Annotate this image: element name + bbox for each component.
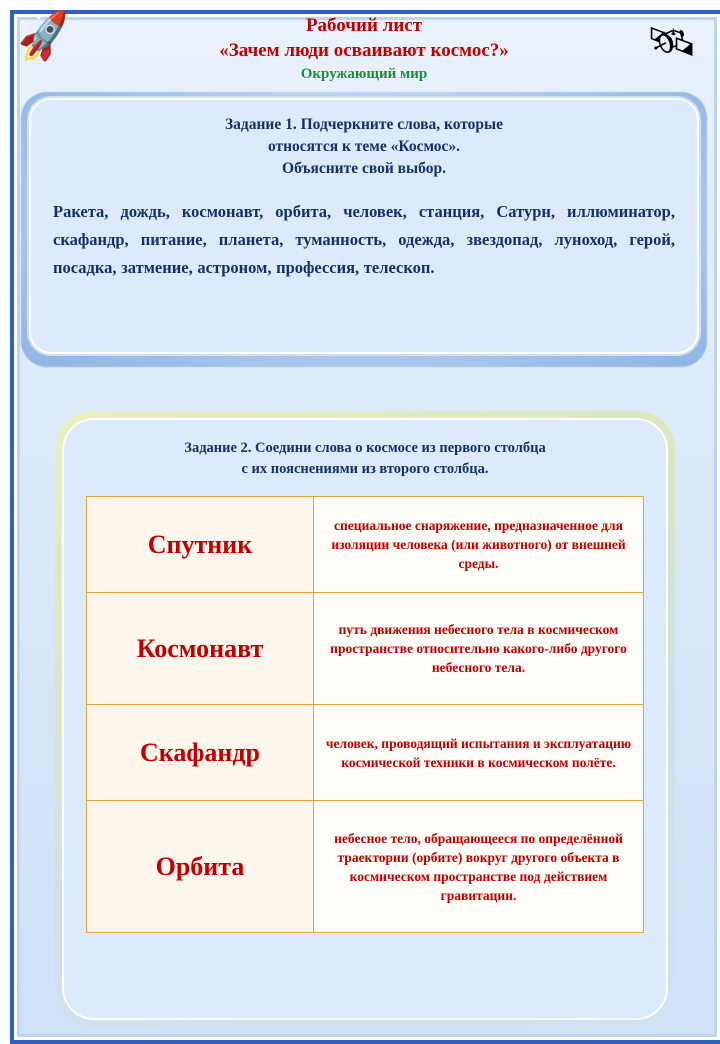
- task-1-title-line-3: Объясните свой выбор.: [282, 160, 446, 177]
- rocket-icon: 🚀: [13, 9, 75, 66]
- table-cell-definition[interactable]: человек, проводящий испытания и эксплуатацию космической техники в космическом полёте.: [314, 705, 644, 801]
- title-line-1: Рабочий лист: [305, 15, 423, 36]
- task-2-title-line-2: с их пояснениями из второго столбца.: [241, 461, 489, 477]
- table-cell-definition[interactable]: путь движения небесного тела в космическом пространстве относительно какого-либо другого небесного тела.: [314, 593, 644, 705]
- matching-table: [86, 496, 644, 933]
- table-cell-term[interactable]: Скафандр: [87, 705, 314, 801]
- task-1-card: [29, 98, 699, 354]
- task-1-title: [53, 114, 675, 180]
- task-2-card: [62, 418, 668, 1020]
- table-cell-term[interactable]: Орбита: [87, 801, 314, 933]
- task-2-section: [55, 411, 675, 1027]
- subject-label: Окружающий мир: [300, 66, 428, 82]
- task-2-title: [80, 438, 650, 480]
- table-row[interactable]: [87, 497, 644, 593]
- satellite-icon: 🛰: [646, 19, 697, 64]
- task-2-title-line-1: Задание 2. Соедини слова о космосе из первого столбца: [184, 440, 546, 456]
- table-row[interactable]: [87, 801, 644, 933]
- table-row[interactable]: [87, 593, 644, 705]
- table-cell-definition[interactable]: небесное тело, обращающееся по определённой траектории (орбите) вокруг другого объекта в космическом пространстве под действием гравитации.: [314, 801, 644, 933]
- task-1-title-line-2: относятся к теме «Космос».: [267, 138, 461, 155]
- task-1-word-list[interactable]: Ракета, дождь, космонавт, орбита, человек, станция, Сатурн, иллюминатор, скафандр, питание, планета, туманность, одежда, звездопад, луноход, герой, посадка, затмение, астроном, профессия, телескоп.: [53, 202, 675, 277]
- table-cell-term[interactable]: Спутник: [87, 497, 314, 593]
- title-line-2: «Зачем люди осваивают космос?»: [219, 40, 509, 61]
- page-title: [7, 13, 720, 85]
- task-1-section: [21, 92, 707, 367]
- task-1-title-line-1: Задание 1. Подчеркните слова, которые: [224, 116, 504, 133]
- table-cell-definition[interactable]: специальное снаряжение, предназначенное для изоляции человека (или животного) от внешней среды.: [314, 497, 644, 593]
- table-cell-term[interactable]: Космонавт: [87, 593, 314, 705]
- table-row[interactable]: [87, 705, 644, 801]
